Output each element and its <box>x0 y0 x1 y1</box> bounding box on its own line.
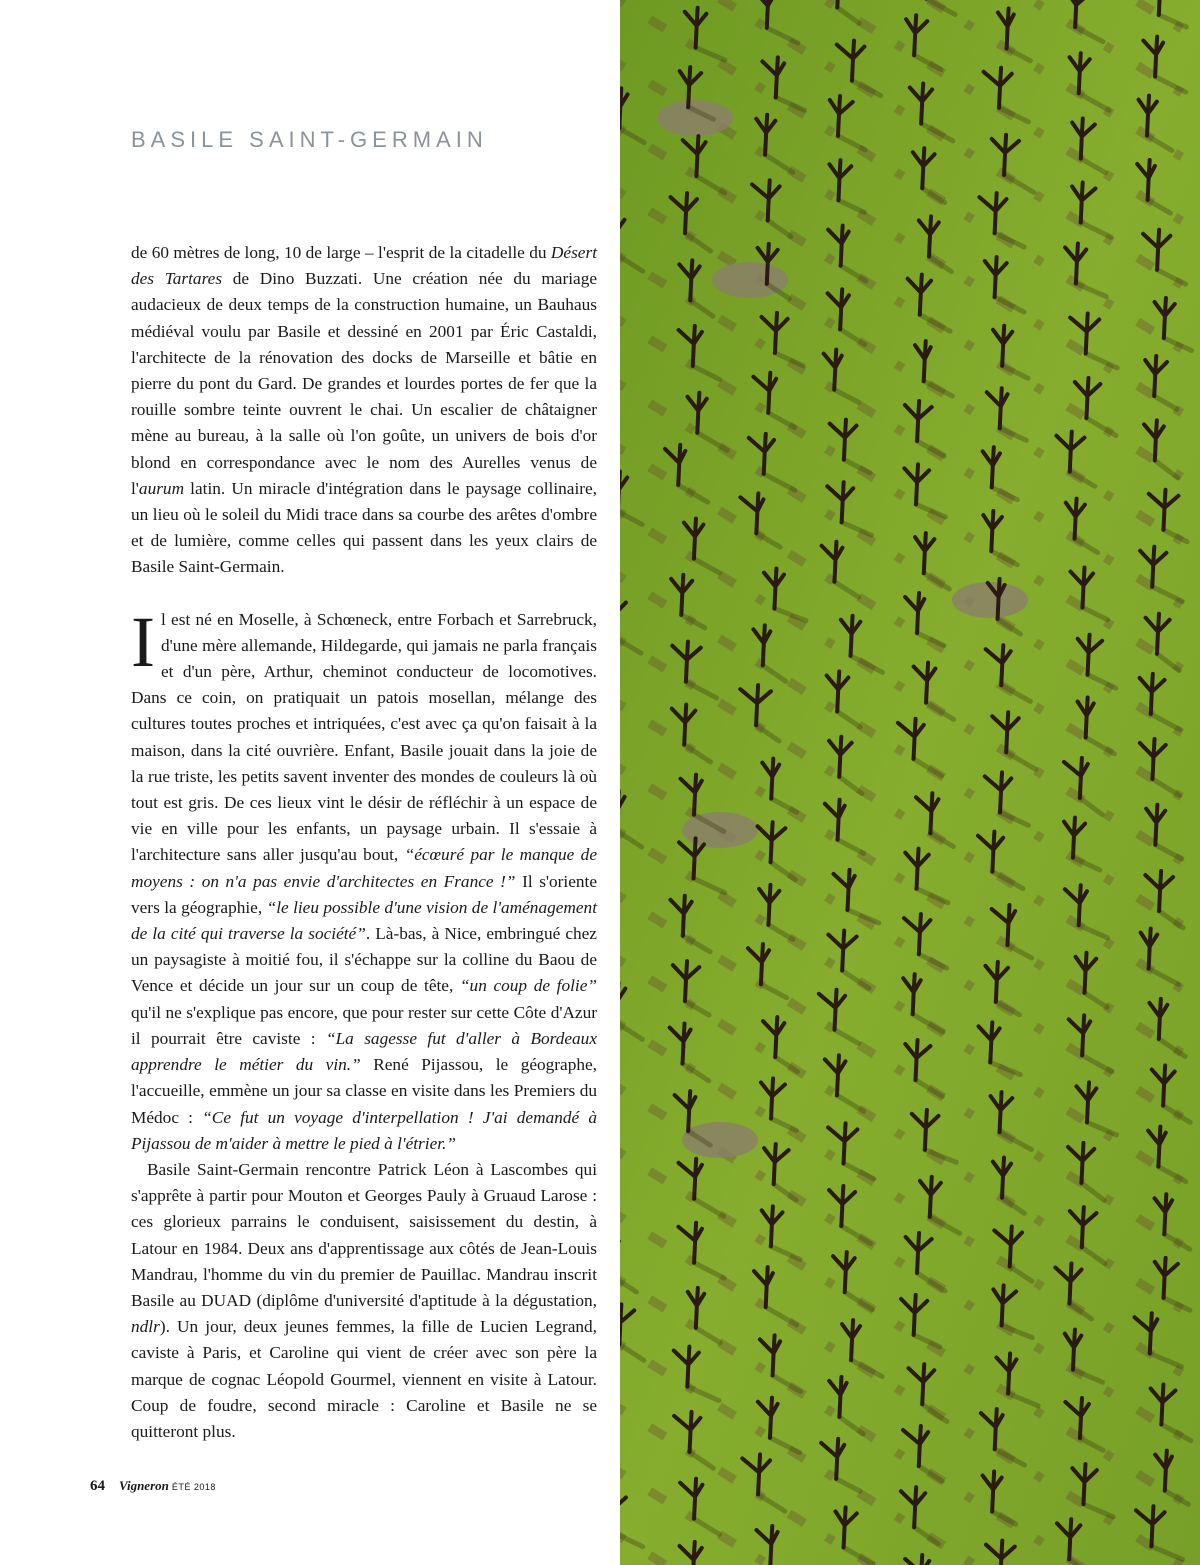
quote: “La sagesse fut d'aller à Bordeaux apprendre le métier du vin.” <box>131 1028 597 1075</box>
brush-pile <box>682 1122 758 1158</box>
text-run: René Pijassou, le géographe, l'accueille, emmène un jour sa classe en visite dans les Premiers du Médoc : <box>131 1055 597 1127</box>
article-body <box>131 240 597 1445</box>
text-run: Il s'oriente vers la géographie, <box>131 871 598 917</box>
text-run: qu'il ne s'explique pas encore, que pour rester sur cette Côte d'Azur il pourrait être caviste : <box>131 1002 597 1048</box>
vineyard-aerial-photo <box>620 0 1200 1565</box>
text-run: Basile Saint-Germain rencontre Patrick Léon à Lascombes qui s'apprête à partir pour Mouton et Georges Pauly à Gruaud Larose : ces glorieux parrains le conduisent, saisissement du destin, à Latour en 1984. Deux ans d'apprentissage aux côtés de Jean-Louis Mandrau, l'homme du vin du premier de Pauillac. Mandrau inscrit Basile au DUAD (diplôme d'université d'aptitude à la dégustation, <box>131 1159 597 1310</box>
quote: “un coup de folie” <box>459 976 597 996</box>
magazine-name: Vigneron <box>119 1478 169 1493</box>
paragraph-2 <box>131 601 598 1157</box>
text-run: de 60 mètres de long, 10 de large – l'esprit de la citadelle du <box>131 243 551 262</box>
text-run: de Dino Buzzati. Une création née du mariage audacieux de deux temps de la construction humaine, un Bauhaus médiéval voulu par Basile et dessiné en 2001 par Éric Castaldi, l'architecte de la rénovation des docks de Marseille et bâtie en pierre du pont du Gard. De grandes et lourdes portes de fer que la rouille sombre teinte ouvrent le chai. Un escalier de châtaigner mène au bureau, à la salle où l'on goûte, un univers de bois d'or blond en correspondance avec le nom des Aurelles venus de l' <box>131 269 598 498</box>
vineyard-illustration <box>620 0 1200 1565</box>
text-run: . Là-bas, à Nice, embringué chez un paysagiste à moitié fou, il s'échappe sur la colline du Baou de Vence et décide un jour sur un coup de tête, <box>131 924 597 996</box>
brush-pile <box>657 100 733 136</box>
italic-word: aurum <box>138 478 185 498</box>
text-column <box>131 0 597 1565</box>
text-run: ). Un jour, deux jeunes femmes, la fille de Lucien Legrand, caviste à Paris, et Caroline qui vient de créer avec son père la marque de cognac Léopold Gourmel, viennent en visite à Latour. Coup de foudre, second miracle : Caroline et Basile ne se quitteront plus. <box>131 1317 597 1441</box>
page-footer <box>90 1478 216 1495</box>
author-running-header: BASILE SAINT-GERMAIN <box>131 127 488 152</box>
quote: “écœuré par le manque de moyens : on n'a pas envie d'architectes en France !” <box>131 845 597 891</box>
quote: “Ce fut un voyage d'interpellation ! J'ai demandé à Pijassou de m'aider à mettre le pied à l'étrier.” <box>131 1107 598 1153</box>
italic-word: ndlr <box>131 1317 160 1337</box>
issue-label: ÉTÉ 2018 <box>171 1482 216 1492</box>
italic-title: Désert des Tartares <box>131 243 597 289</box>
paragraph-3 <box>131 1157 597 1445</box>
text-run: l est né en Moselle, à Schœneck, entre Forbach et Sarrebruck, d'une mère allemande, Hildegarde, qui jamais ne parla français et d'un père, Arthur, cheminot conducteur de locomotives. Dans ce coin, on pratiquait un patois mosellan, mélange des cultures toutes proches et intriquées, c'est avec ça qu'on faisait à la maison, dans la cité ouvrière. Enfant, Basile jouait dans la joie de la rue triste, les petits savent inventer des mondes de couleurs là où tout est gris. De ces lieux vint le désir de réfléchir à un espace de vie en ville pour les enfants, un paysage urbain. Il s'essaie à l'architecture sans aller jusqu'au bout, <box>131 609 597 865</box>
quote: “le lieu possible d'une vision de l'aménagement de la cité qui traverse la société” <box>131 897 597 944</box>
text-run: latin. Un miracle d'intégration dans le paysage collinaire, un lieu où le soleil du Midi trace dans sa courbe des arêtes d'ombre et de lumière, comme celles qui passent dans les yeux clairs de Basile Saint-Germain. <box>131 478 597 577</box>
page-number: 64 <box>90 1478 105 1494</box>
drop-cap: I <box>131 601 155 682</box>
grass-background <box>620 0 1200 1565</box>
paragraph-1 <box>131 240 597 581</box>
